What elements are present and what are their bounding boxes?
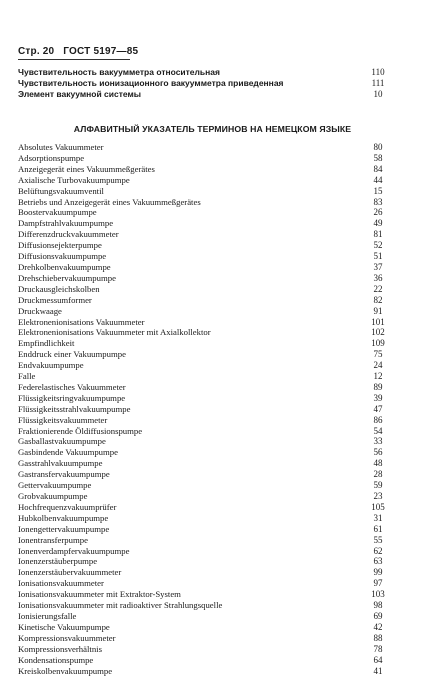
term-number: 49 — [366, 218, 390, 229]
term-number: 56 — [366, 447, 390, 458]
term-number: 82 — [366, 295, 390, 306]
term-row — [18, 142, 390, 153]
term-row — [18, 611, 390, 622]
term-text: Drehschiebervakuumpumpe — [18, 273, 116, 284]
term-text: Boostervakuumpumpe — [18, 207, 97, 218]
term-number: 39 — [366, 393, 390, 404]
term-row — [18, 273, 390, 284]
term-number: 61 — [366, 524, 390, 535]
term-number: 15 — [366, 186, 390, 197]
term-number: 110 — [366, 67, 390, 78]
term-text: Gettervakuumpumpe — [18, 480, 91, 491]
term-number: 99 — [366, 567, 390, 578]
term-row — [18, 327, 390, 338]
term-number: 28 — [366, 469, 390, 480]
term-row — [18, 480, 390, 491]
term-number: 109 — [366, 338, 390, 349]
term-row — [18, 207, 390, 218]
term-text: Ionisationsvakuummeter — [18, 578, 104, 589]
term-row — [18, 469, 390, 480]
term-text: Hubkolbenvakuumpumpe — [18, 513, 108, 524]
term-number: 58 — [366, 153, 390, 164]
term-text: Anzeigegerät eines Vakuummeßgerätes — [18, 164, 155, 175]
term-row — [18, 306, 390, 317]
term-number: 10 — [366, 89, 390, 100]
term-text: Belüftungsvakuumventil — [18, 186, 104, 197]
term-number: 42 — [366, 622, 390, 633]
term-number: 102 — [366, 327, 390, 338]
term-row — [18, 513, 390, 524]
term-row — [18, 382, 390, 393]
term-number: 24 — [366, 360, 390, 371]
term-row — [18, 153, 390, 164]
term-text: Grobvakuumpumpe — [18, 491, 88, 502]
term-text: Axialische Turbovakuumpumpe — [18, 175, 130, 186]
term-number: 64 — [366, 655, 390, 666]
term-text: Kreiskolbenvakuumpumpe — [18, 666, 112, 676]
term-number: 97 — [366, 578, 390, 589]
term-text: Ionenzerstäubervakuummeter — [18, 567, 121, 578]
term-row — [18, 229, 390, 240]
term-text: Fraktionierende Öldiffusionspumpe — [18, 426, 142, 437]
term-number: 78 — [366, 644, 390, 655]
term-number: 101 — [366, 317, 390, 328]
term-row — [18, 436, 390, 447]
term-text: Differenzdruckvakuummeter — [18, 229, 119, 240]
term-text: Endvakuumpumpe — [18, 360, 84, 371]
term-text: Enddruck einer Vakuumpumpe — [18, 349, 126, 360]
term-row — [18, 502, 390, 513]
term-row — [18, 644, 390, 655]
term-row — [18, 655, 390, 666]
term-text: Elektronenionisations Vakuummeter mit Axialkollektor — [18, 327, 211, 338]
term-row — [18, 589, 390, 600]
term-row — [18, 67, 390, 78]
term-number: 81 — [366, 229, 390, 240]
top-term-list — [18, 67, 390, 100]
term-text: Diffusionsvakuumpumpe — [18, 251, 106, 262]
term-text: Diffusionsejekterpumpe — [18, 240, 102, 251]
term-text: Hochfrequenzvakuumprüfer — [18, 502, 116, 513]
term-number: 44 — [366, 175, 390, 186]
term-number: 36 — [366, 273, 390, 284]
term-row — [18, 338, 390, 349]
term-row — [18, 633, 390, 644]
term-text: Druckmessumformer — [18, 295, 92, 306]
term-row — [18, 218, 390, 229]
term-row — [18, 197, 390, 208]
term-row — [18, 371, 390, 382]
term-number: 80 — [366, 142, 390, 153]
term-number: 12 — [366, 371, 390, 382]
term-row — [18, 491, 390, 502]
term-number: 63 — [366, 556, 390, 567]
term-number: 51 — [366, 251, 390, 262]
term-row — [18, 578, 390, 589]
term-text: Kondensationspumpe — [18, 655, 93, 666]
term-row — [18, 622, 390, 633]
term-row — [18, 295, 390, 306]
term-text: Flüssigkeitsvakuummeter — [18, 415, 107, 426]
term-text: Ionenzerstäuberpumpe — [18, 556, 97, 567]
term-number: 103 — [366, 589, 390, 600]
term-number: 89 — [366, 382, 390, 393]
term-number: 37 — [366, 262, 390, 273]
term-row — [18, 186, 390, 197]
term-number: 54 — [366, 426, 390, 437]
term-number: 52 — [366, 240, 390, 251]
term-text: Kompressionsverhältnis — [18, 644, 102, 655]
term-number: 84 — [366, 164, 390, 175]
term-text: Falle — [18, 371, 35, 382]
term-row — [18, 535, 390, 546]
term-text: Federelastisches Vakuummeter — [18, 382, 126, 393]
term-row — [18, 426, 390, 437]
term-number: 105 — [366, 502, 390, 513]
term-text: Druckwaage — [18, 306, 62, 317]
page-number: Стр. 20 — [18, 46, 54, 57]
term-row — [18, 415, 390, 426]
term-text: Gastransfervakuumpumpe — [18, 469, 110, 480]
term-row — [18, 89, 390, 100]
term-row — [18, 600, 390, 611]
term-text: Absolutes Vakuummeter — [18, 142, 104, 153]
term-text: Ionisationsvakuummeter mit radioaktiver Strahlungsquelle — [18, 600, 222, 611]
term-text: Чувствительность вакуумметра относительная — [18, 67, 220, 78]
term-number: 59 — [366, 480, 390, 491]
term-row — [18, 556, 390, 567]
term-text: Gasbindende Vakuumpumpe — [18, 447, 118, 458]
term-number: 69 — [366, 611, 390, 622]
term-text: Ionengettervakuumpumpe — [18, 524, 109, 535]
term-number: 23 — [366, 491, 390, 502]
section-title: АЛФАВИТНЫЙ УКАЗАТЕЛЬ ТЕРМИНОВ НА НЕМЕЦКОМ ЯЗЫКЕ — [0, 124, 425, 134]
term-number: 41 — [366, 666, 390, 676]
standard-code: ГОСТ 5197—85 — [63, 46, 138, 57]
term-text: Adsorptionspumpe — [18, 153, 84, 164]
term-row — [18, 524, 390, 535]
term-row — [18, 349, 390, 360]
term-number: 47 — [366, 404, 390, 415]
term-number: 98 — [366, 600, 390, 611]
term-text: Dampfstrahlvakuumpumpe — [18, 218, 113, 229]
term-row — [18, 284, 390, 295]
term-text: Drehkolbenvakuumpumpe — [18, 262, 111, 273]
term-number: 31 — [366, 513, 390, 524]
term-text: Gasballastvakuumpumpe — [18, 436, 106, 447]
term-text: Ionisierungsfalle — [18, 611, 76, 622]
term-row — [18, 458, 390, 469]
term-row — [18, 164, 390, 175]
term-number: 62 — [366, 546, 390, 557]
page-header — [18, 46, 144, 57]
term-number: 75 — [366, 349, 390, 360]
term-text: Ionentransferpumpe — [18, 535, 88, 546]
term-number: 48 — [366, 458, 390, 469]
term-row — [18, 393, 390, 404]
term-text: Flüssigkeitsstrahlvakuumpumpe — [18, 404, 130, 415]
term-number: 26 — [366, 207, 390, 218]
term-row — [18, 360, 390, 371]
term-text: Flüssigkeitsringvakuumpumpe — [18, 393, 125, 404]
term-row — [18, 447, 390, 458]
term-row — [18, 567, 390, 578]
term-row — [18, 317, 390, 328]
term-text: Druckausgleichskolben — [18, 284, 100, 295]
term-number: 33 — [366, 436, 390, 447]
term-text: Ionenverdampfervakuumpumpe — [18, 546, 129, 557]
term-row — [18, 251, 390, 262]
term-row — [18, 546, 390, 557]
term-row — [18, 240, 390, 251]
term-text: Gasstrahlvakuumpumpe — [18, 458, 102, 469]
term-text: Empfindlichkeit — [18, 338, 74, 349]
term-index — [18, 142, 390, 676]
term-row — [18, 666, 390, 676]
term-number: 22 — [366, 284, 390, 295]
term-text: Betriebs und Anzeigegerät eines Vakuummeßgerätes — [18, 197, 201, 208]
term-text: Kinetische Vakuumpumpe — [18, 622, 110, 633]
term-row — [18, 404, 390, 415]
term-number: 111 — [366, 78, 390, 89]
term-text: Kompressionsvakuummeter — [18, 633, 115, 644]
term-row — [18, 262, 390, 273]
term-number: 55 — [366, 535, 390, 546]
term-number: 91 — [366, 306, 390, 317]
term-number: 88 — [366, 633, 390, 644]
term-row — [18, 78, 390, 89]
term-number: 83 — [366, 197, 390, 208]
term-text: Чувствительность ионизационного вакуумметра приведенная — [18, 78, 284, 89]
term-text: Элемент вакуумной системы — [18, 89, 141, 100]
term-row — [18, 175, 390, 186]
header-rule — [18, 59, 130, 60]
term-text: Ionisationsvakuummeter mit Extraktor-System — [18, 589, 181, 600]
term-text: Elektronenionisations Vakuummeter — [18, 317, 145, 328]
term-number: 86 — [366, 415, 390, 426]
